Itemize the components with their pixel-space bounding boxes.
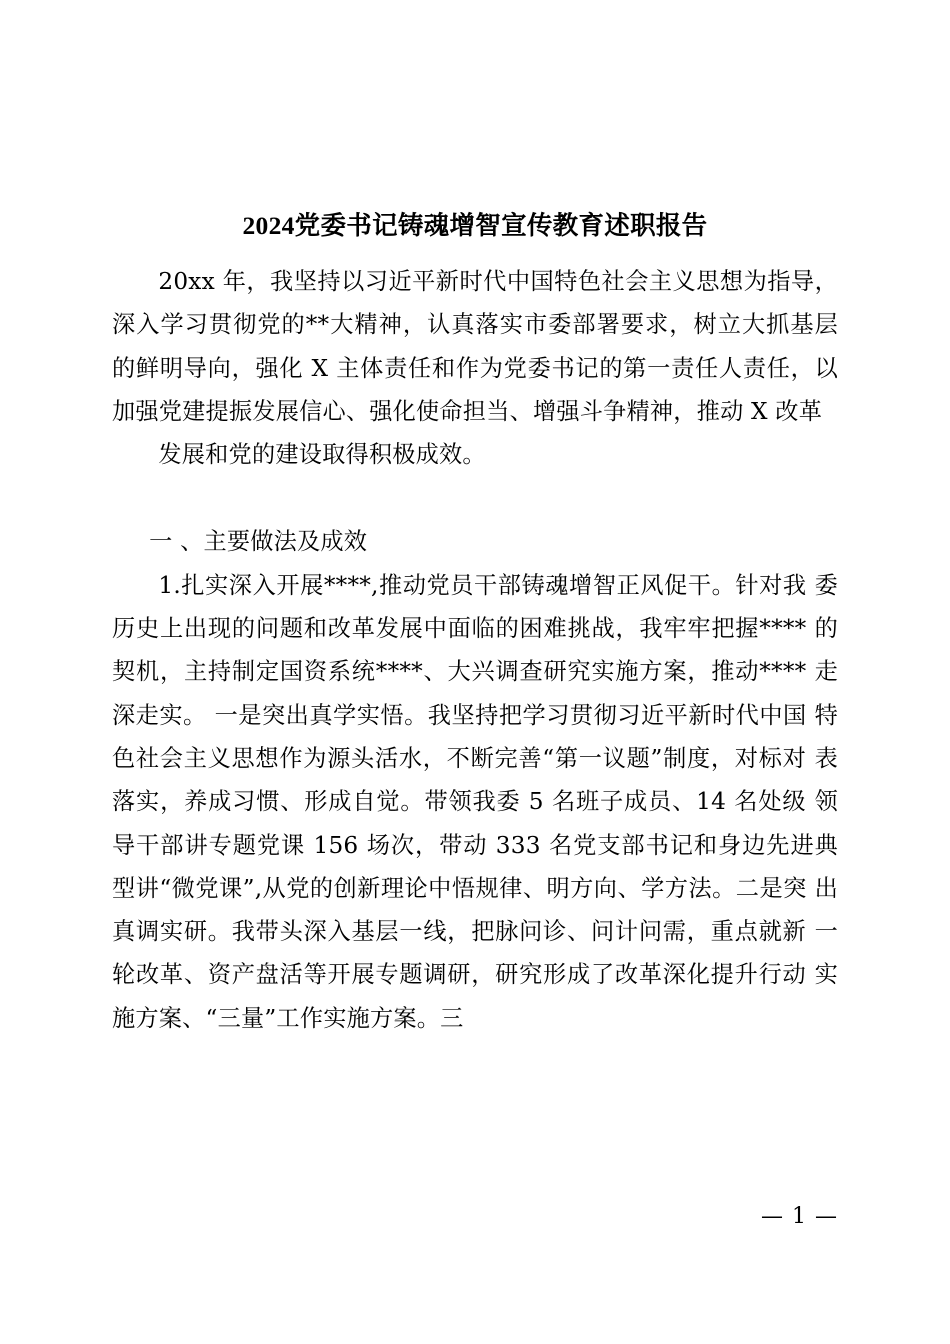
paragraph-body-1: 1.扎实深入开展****,推动党员干部铸魂增智正风促干。针对我 委历史上出现的问题和改革发展中面临的困难挑战，我牢牢把握**** 的契机，主持制定国资系统****、大兴调查研究实施方案，推动**** 走深走实。 一是突出真学实悟。我坚持把学习贯彻习近平新时代中国 特色社会主义思想作为源头活水，不断完善“第一议题”制度，对标对 表落实，养成习惯、形成自觉。带领我委 5 名班子成员、14 名处级 领导干部讲专题党课 156 场次，带动 333 名党支部书记和身边先进典 型讲“微党课”,从党的创新理论中悟规律、明方向、学方法。二是突 出真调实研。我带头深入基层一线，把脉问诊、问计问需，重点就新 一轮改革、资产盘活等开展专题调研，研究形成了改革深化提升行动 实施方案、“三量”工作实施方案。三 bbox=[112, 571, 838, 1032]
title-spacer bbox=[112, 252, 838, 260]
page-number-footer: — 1 — bbox=[761, 1204, 838, 1229]
section-spacer bbox=[112, 476, 838, 520]
section-heading-1: 一 、主要做法及成效 bbox=[149, 528, 368, 556]
paragraph-intro-2: 发展和党的建设取得积极成效。 bbox=[158, 441, 486, 469]
page-title: 2024党委书记铸魂增智宣传教育述职报告 bbox=[242, 211, 708, 240]
document-body bbox=[112, 206, 838, 1040]
paragraph-intro-1: 20xx 年，我坚持以习近平新时代中国特色社会主义思想为指导， 深入学习贯彻党的**大精神，认真落实市委部署要求，树立大抓基层 的鲜明导向，强化 X 主体责任和作为党委书记的第一责任人责任，以 加强党建提振发展信心、强化使命担当、增强斗争精神，推动 X 改革 bbox=[112, 268, 838, 425]
